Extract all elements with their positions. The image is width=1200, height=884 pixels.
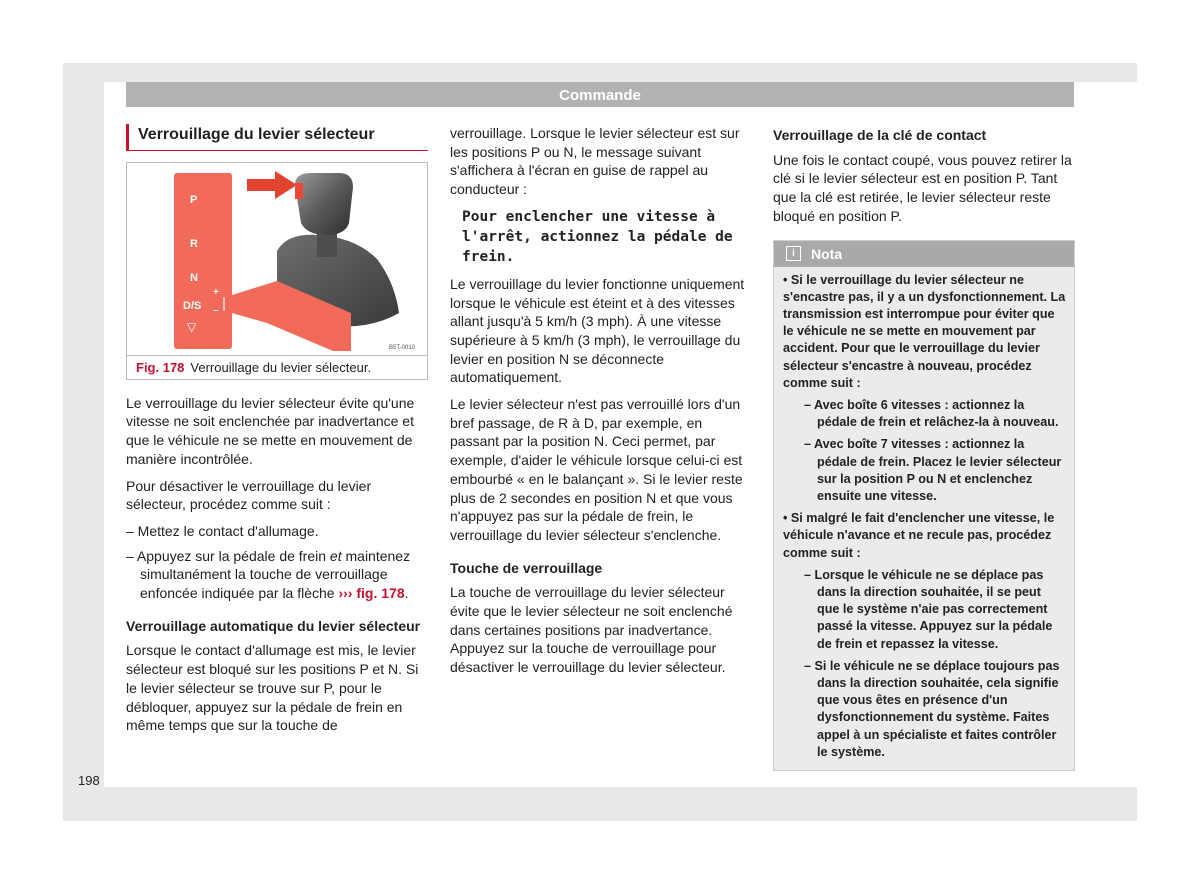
paragraph: La touche de verrouillage du levier sélecteur évite que le levier sélecteur ne soit enclenché dans certaines positions par inadvertance. Appuyez sur la touche de verrouillage pour désactiver le verrouillage du levier sélecteur. <box>450 584 733 676</box>
paragraph: Le levier sélecteur n'est pas verrouillé lors d'un bref passage, de R à D, par exemple, en passant par la position N. Ceci permet, par exemple, d'aider le véhicule lorsque celui-ci est embourbé « en le balançant ». Si le levier reste plus de 2 secondes en position N et que vous n'appuyez pas sur la pédale de frein, le verrouillage du levier sélecteur s'enclenche. <box>450 396 743 543</box>
subsection-title: Verrouillage de la clé de contact <box>773 127 987 143</box>
gate-label-plus: + <box>213 286 219 298</box>
paragraph: Pour désactiver le verrouillage du levier sélecteur, procédez comme suit : <box>126 477 372 513</box>
figure-code: B5T-0010 <box>389 344 416 351</box>
gate-label-r: R <box>190 237 198 250</box>
note-dash-item: – Avec boîte 6 vitesses : actionnez la pédale de frein et relâchez-la à nouveau. <box>804 397 1059 430</box>
paragraph: Le verrouillage du levier sélecteur évite qu'une vitesse ne soit enclenchée par inadvertance et que le véhicule ne se mette en mouvement de manière incontrôlée. <box>126 394 415 467</box>
paragraph: Lorsque le contact d'allumage est mis, le levier sélecteur est bloqué sur les positions P et N. Si le levier sélecteur se trouve sur P, pour le débloquer, appuyez sur la pédale de frein en même temps que sur la touche de <box>126 642 419 734</box>
note-bullet: • Si le verrouillage du levier sélecteur ne s'encastre pas, il y a un dysfonctionnement. La transmission est interrompue pour éviter que le véhicule ne se mette en mouvement par accident. Pour que le verrouillage du levier sélecteur s'encastre à nouveau, procédez comme suit : <box>783 272 1066 390</box>
gate-label-p: P <box>190 193 198 206</box>
list-item: – Mettez le contact d'allumage. <box>126 522 319 539</box>
gate-label-ds: D/S <box>183 299 202 312</box>
lock-button <box>295 183 303 199</box>
note-title: Nota <box>811 245 843 262</box>
figure-caption <box>136 359 371 378</box>
subsection-title: Touche de verrouillage <box>450 559 603 576</box>
note-dash-item: – Avec boîte 7 vitesses : actionnez la pédale de frein. Placez le levier sélecteur sur la position P ou N et enclenchez ensuite une vitesse. <box>804 437 1062 503</box>
figure-number: Fig. 178 <box>136 359 185 375</box>
list-item-text: maintenez simultanément la touche de verrouillage enfoncée indiquée par la flèche <box>140 547 411 602</box>
column-1 <box>126 124 428 743</box>
gate-label-minus: – <box>213 304 219 316</box>
section-title: Verrouillage du levier sélecteur <box>126 124 428 151</box>
chapter-header: Commande <box>126 82 1074 107</box>
paragraph: verrouillage. Lorsque le levier sélecteur est sur les positions P ou N, le message suivant s'affichera à l'écran en guise de rappel au conducteur : <box>450 125 740 198</box>
note-header <box>774 241 1074 267</box>
note-dash-item: – Si le véhicule ne se déplace toujours pas dans la direction souhaitée, cela signifie que vous êtes en présence d'un dysfonctionnement du système. Faites appel à un spécialiste et faites contrôler le système. <box>804 658 1060 759</box>
info-icon: i <box>786 246 801 261</box>
page-number: 198 <box>78 773 100 788</box>
gate-panel <box>174 173 232 349</box>
gear-selector-illustration <box>127 163 427 355</box>
gate-label-n: N <box>190 271 198 284</box>
display-message: Pour enclencher une vitesse à l'arrêt, actionnez la pédale de frein. <box>462 208 733 265</box>
list-item-text: – Appuyez sur la pédale de frein <box>126 547 330 564</box>
figure-caption-text: Verrouillage du levier sélecteur. <box>190 359 372 375</box>
note-bullet: • Si malgré le fait d'enclencher une vitesse, le véhicule n'avance et ne recule pas, procédez comme suit : <box>783 511 1055 560</box>
paragraph: Le verrouillage du levier fonctionne uniquement lorsque le véhicule est éteint et à des vitesses allant jusqu'à 5 km/h (3 mph). À une vitesse supérieure à 5 km/h (3 mph), le verrouillage du levier en position N se déconnecte automatiquement. <box>450 275 745 386</box>
column-2 <box>450 124 752 685</box>
column-3 <box>773 124 1075 771</box>
figure-image <box>127 163 427 356</box>
list-item-emphasis: et <box>329 547 342 564</box>
figure-178 <box>126 162 428 380</box>
paragraph: Une fois le contact coupé, vous pouvez retirer la clé si le levier sélecteur est en position P. Tant que la clé est retirée, le levier sélecteur reste bloqué en position P. <box>773 151 1072 224</box>
gate-label-down: ▽ <box>187 319 197 334</box>
subsection-title: Verrouillage automatique du levier sélecteur <box>126 617 421 634</box>
note-body <box>774 267 1074 770</box>
figure-reference-link[interactable]: ››› fig. 178 <box>338 585 405 602</box>
note-box <box>773 240 1075 771</box>
list-item-text: . <box>404 585 409 602</box>
list-item <box>126 547 428 603</box>
note-dash-item: – Lorsque le véhicule ne se déplace pas dans la direction souhaitée, il se peut que le système n'aie pas correctement passé la vitesse. Appuyez sur la pédale de frein et repassez la vitesse. <box>804 567 1053 651</box>
